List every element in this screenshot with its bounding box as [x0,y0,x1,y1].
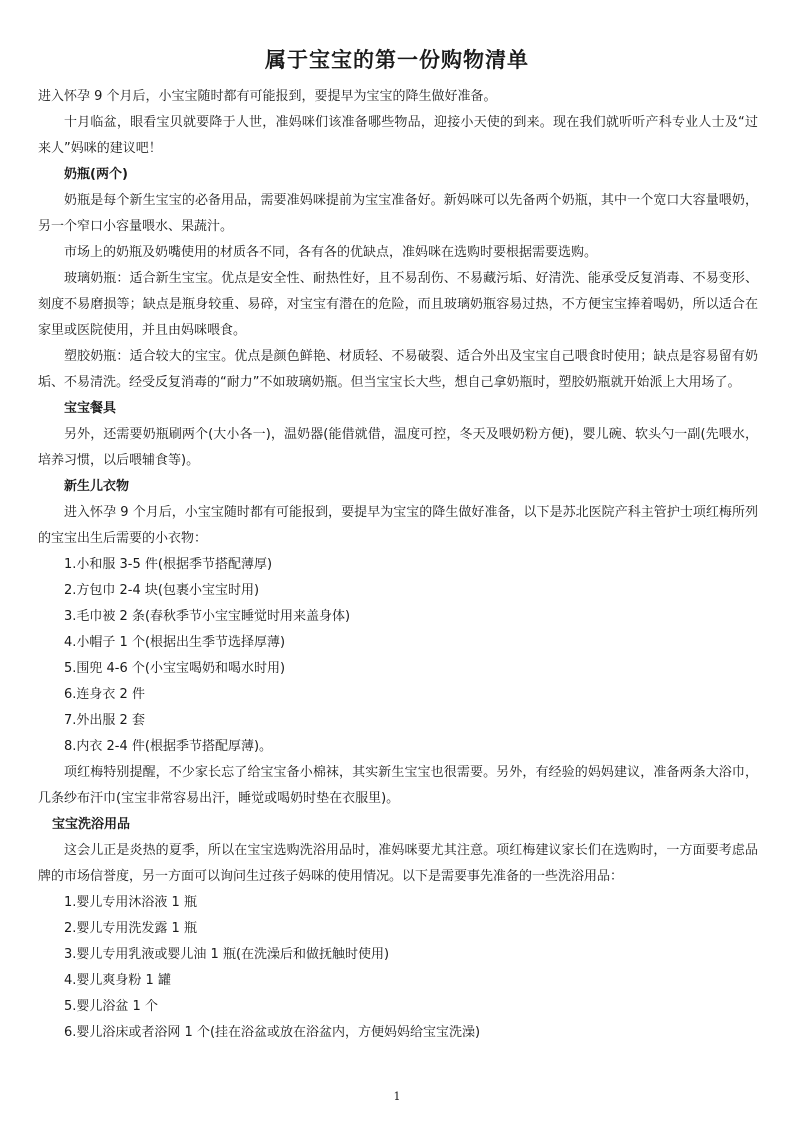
page-number: 1 [393,1090,401,1103]
document-title: 属于宝宝的第一份购物清单 [265,47,529,72]
section-heading-bottle: 奶瓶(两个) [64,167,128,182]
section-heading-clothes: 新生儿衣物 [64,479,130,494]
list-item: 4.婴儿爽身粉 1 罐 [64,973,171,988]
list-item: 1.小和服 3-5 件(根据季节搭配薄厚) [64,557,273,572]
paragraph: 塑胶奶瓶：适合较大的宝宝。优点是颜色鲜艳、材质轻、不易破裂、适合外出及宝宝自己喂食时使用；缺点是容易留有奶垢、不易清洗。经受反复消毒的“耐力”不如玻璃奶瓶。但当宝宝长大些，想自己拿奶瓶时，塑胶奶瓶就开始派上大用场了。 [38,349,758,390]
list-item: 2.方包巾 2-4 块(包裹小宝宝时用) [64,583,260,598]
list-item: 5.围兜 4-6 个(小宝宝喝奶和喝水时用) [64,661,286,676]
list-item: 3.婴儿专用乳液或婴儿油 1 瓶(在洗澡后和做抚触时使用) [64,947,390,962]
list-item: 7.外出服 2 套 [64,713,145,728]
intro-paragraph: 十月临盆，眼看宝贝就要降于人世，准妈咪们该准备哪些物品，迎接小天使的到来。现在我们就听听产科专业人士及“过来人”妈咪的建议吧！ [38,115,758,156]
paragraph: 进入怀孕 9 个月后，小宝宝随时都有可能报到，要提早为宝宝的降生做好准备，以下是苏北医院产科主管护士项红梅所列的宝宝出生后需要的小衣物： [38,505,758,546]
paragraph: 这会儿正是炎热的夏季，所以在宝宝选购洗浴用品时，准妈咪要尤其注意。项红梅建议家长们在选购时，一方面要考虑品牌的市场信誉度，另一方面可以询问生过孩子妈咪的使用情况。以下是需要事先准备的一些洗浴用品： [38,843,758,884]
section-heading-bathing: 宝宝洗浴用品 [52,817,131,832]
list-item: 1.婴儿专用沐浴液 1 瓶 [64,895,197,910]
list-item: 8.内衣 2-4 件(根据季节搭配厚薄)。 [64,739,273,754]
list-item: 6.婴儿浴床或者浴网 1 个(挂在浴盆或放在浴盆内，方便妈妈给宝宝洗澡) [64,1025,481,1040]
list-item: 4.小帽子 1 个(根据出生季节选择厚薄) [64,635,286,650]
list-item: 2.婴儿专用洗发露 1 瓶 [64,921,197,936]
list-item: 6.连身衣 2 件 [64,687,145,702]
list-item: 3.毛巾被 2 条(春秋季节小宝宝睡觉时用来盖身体) [64,609,351,624]
list-item: 5.婴儿浴盆 1 个 [64,999,158,1014]
paragraph: 项红梅特别提醒，不少家长忘了给宝宝备小棉袜，其实新生宝宝也很需要。另外，有经验的妈妈建议，准备两条大浴巾，几条纱布汗巾(宝宝非常容易出汗，睡觉或喝奶时垫在衣服里)。 [38,765,758,806]
paragraph: 市场上的奶瓶及奶嘴使用的材质各不同，各有各的优缺点，准妈咪在选购时要根据需要选购。 [64,245,598,260]
paragraph: 玻璃奶瓶：适合新生宝宝。优点是安全性、耐热性好，且不易刮伤、不易藏污垢、好清洗、能承受反复消毒、不易变形、刻度不易磨损等；缺点是瓶身较重、易碎，对宝宝有潜在的危险，而且玻璃奶瓶容易过热，不方便宝宝捧着喝奶，所以适合在家里或医院使用，并且由妈咪喂食。 [38,271,758,338]
paragraph: 另外，还需要奶瓶刷两个(大小各一)，温奶器(能借就借，温度可控，冬天及喂奶粉方便)，婴儿碗、软头勺一副(先喂水，培养习惯，以后喂辅食等)。 [38,427,758,468]
section-heading-tableware: 宝宝餐具 [64,401,117,416]
intro-paragraph: 进入怀孕 9 个月后，小宝宝随时都有可能报到，要提早为宝宝的降生做好准备。 [38,89,497,104]
document-body [38,84,758,1046]
paragraph: 奶瓶是每个新生宝宝的必备用品，需要准妈咪提前为宝宝准备好。新妈咪可以先备两个奶瓶，其中一个宽口大容量喂奶，另一个窄口小容量喂水、果蔬汁。 [38,193,758,234]
